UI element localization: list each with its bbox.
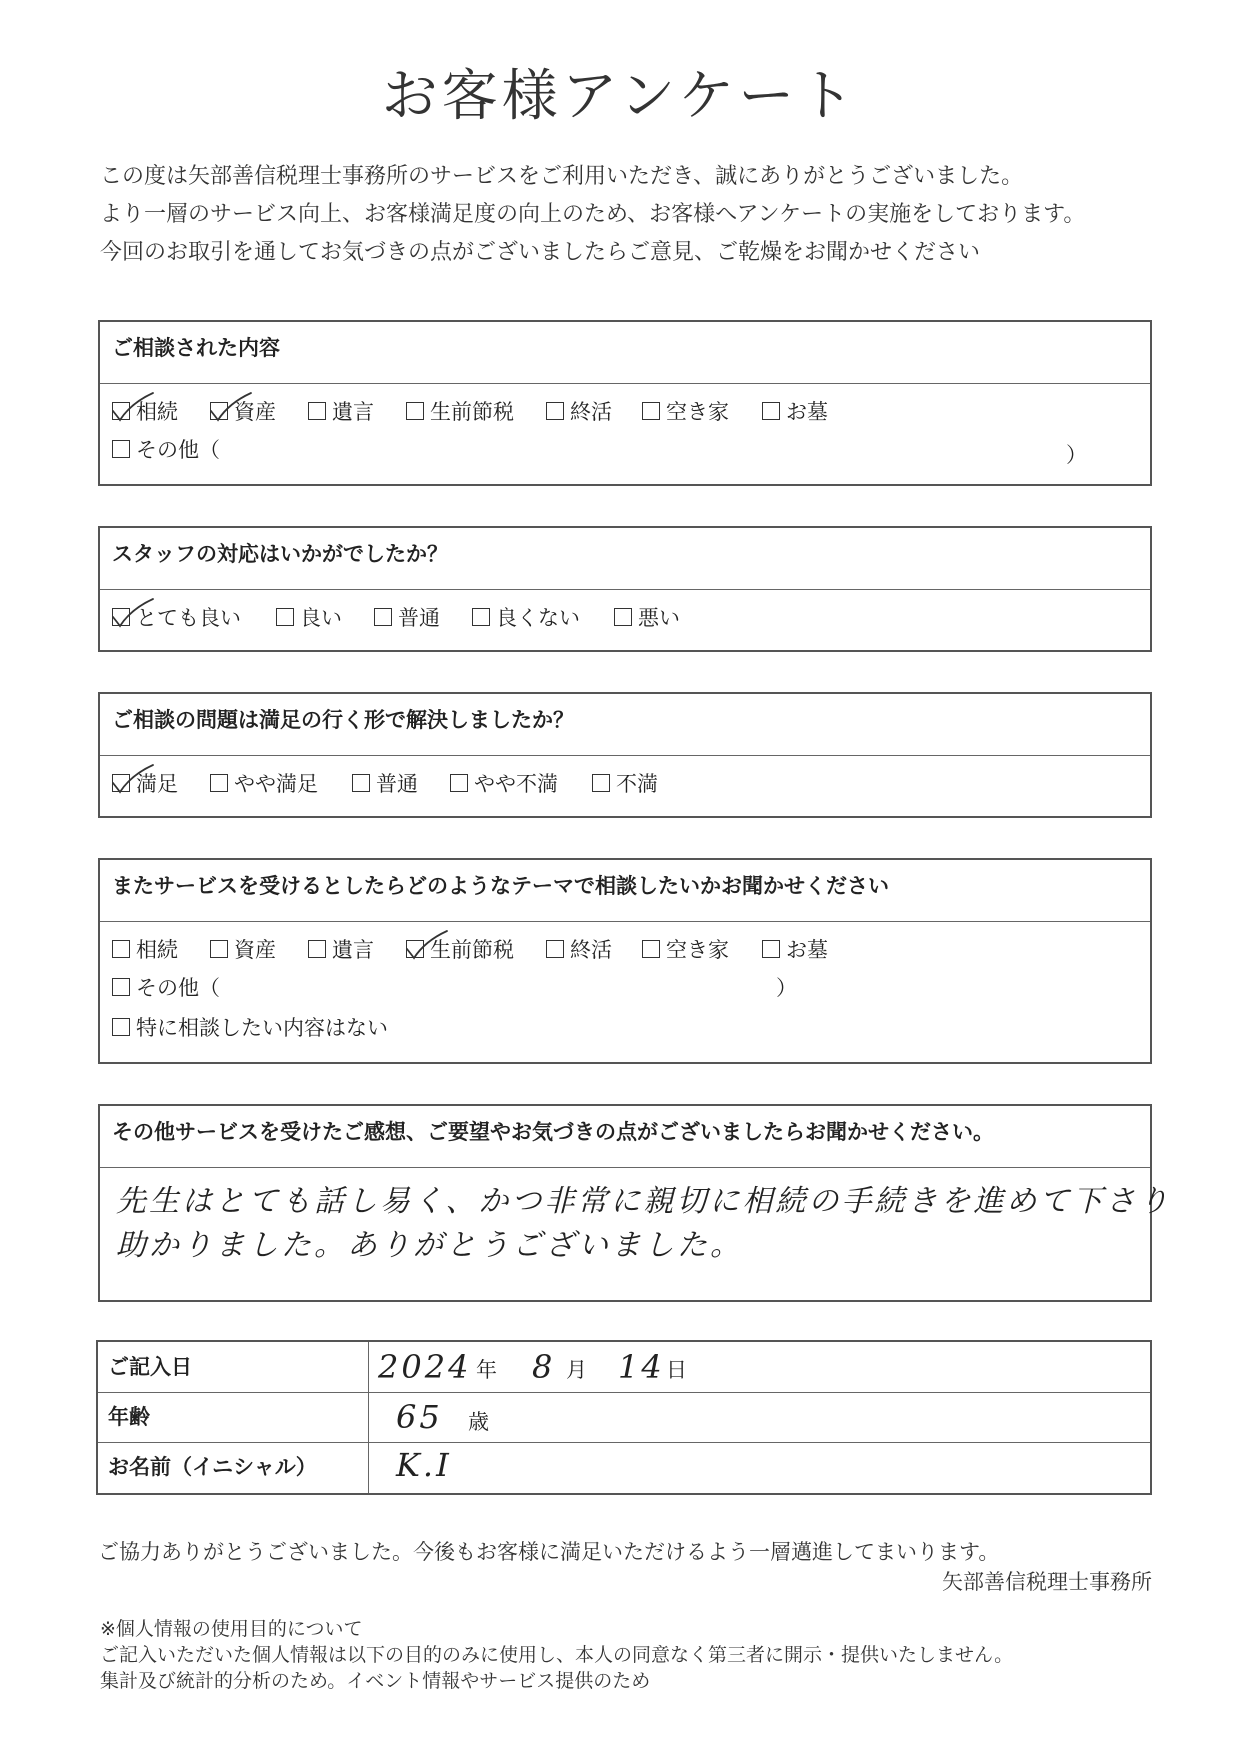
option-sozoku[interactable] (112, 396, 178, 426)
privacy-line: ご記入いただいた個人情報は以下の目的のみに使用し、本人の同意なく第三者に開示・提供いたしません。 (100, 1644, 1014, 1666)
handwritten-comment-line: 先生はとても話し易く、かつ非常に親切に相続の手続きを進めて下さり (116, 1184, 1172, 1219)
option-somewhat-satisfied[interactable] (210, 768, 318, 798)
intro-line: この度は矢部善信税理士事務所のサービスをご利用いただき、誠にありがとうございました。 (100, 164, 1024, 189)
option-label: 良くない (496, 606, 580, 630)
option-label: 生前節税 (430, 938, 514, 962)
option-label: 遺言 (332, 400, 374, 424)
other-close-paren: ） (776, 976, 797, 1000)
age-row (98, 1392, 1150, 1443)
option-ohaka[interactable] (762, 934, 828, 964)
day-unit: 日 (666, 1358, 687, 1382)
option-label: 遺言 (332, 938, 374, 962)
option-somewhat-dissatisfied[interactable] (450, 768, 558, 798)
intro-line: より一層のサービス向上、お客様満足度の向上のため、お客様へアンケートの実施をしております。 (100, 202, 1086, 227)
option-akiya[interactable] (642, 396, 729, 426)
section-consultation-content (98, 320, 1152, 486)
checkbox[interactable] (112, 608, 130, 626)
option-label: 生前節税 (430, 400, 514, 424)
checkbox[interactable] (450, 774, 468, 792)
option-label: 普通 (398, 606, 440, 630)
option-label: お墓 (786, 400, 828, 424)
office-name: 矢部善信税理士事務所 (942, 1570, 1152, 1594)
checkbox[interactable] (546, 940, 564, 958)
option-label: その他（ (136, 438, 220, 462)
checkbox[interactable] (112, 978, 130, 996)
option-label: 資産 (234, 400, 276, 424)
checkbox[interactable] (546, 402, 564, 420)
date-label: ご記入日 (108, 1355, 192, 1379)
checkbox[interactable] (352, 774, 370, 792)
option-not-good[interactable] (472, 602, 580, 632)
section-comments (98, 1104, 1172, 1302)
checkbox[interactable] (112, 1018, 130, 1036)
option-label: 終活 (570, 400, 612, 424)
option-yuigon[interactable] (308, 396, 374, 426)
name-row (98, 1442, 1150, 1492)
year-value[interactable]: 2024 (378, 1348, 472, 1386)
option-label: 特に相談したい内容はない (136, 1016, 388, 1040)
other-close-paren: ） (1066, 443, 1087, 467)
section-heading: その他サービスを受けたご感想、ご要望やお気づきの点がございましたらお聞かせください。 (100, 1106, 1150, 1168)
handwritten-comment-line: 助かりました。ありがとうございました。 (116, 1228, 743, 1263)
checkbox[interactable] (308, 402, 326, 420)
month-unit: 月 (566, 1358, 587, 1382)
checkbox[interactable] (472, 608, 490, 626)
year-unit: 年 (476, 1358, 497, 1382)
name-value[interactable]: K.I (396, 1446, 452, 1484)
age-value[interactable]: 65 (396, 1398, 443, 1436)
option-label: 相続 (136, 938, 178, 962)
thanks-message: ご協力ありがとうございました。今後もお客様に満足いただけるよう一層邁進してまいります。 (98, 1540, 1000, 1564)
option-ohaka[interactable] (762, 396, 828, 426)
intro-line: 今回のお取引を通してお気づきの点がございましたらご意見、ご乾燥をお聞かせください (100, 240, 981, 265)
date-row (98, 1342, 1150, 1393)
privacy-line: 集計及び統計的分析のため。イベント情報やサービス提供のため (100, 1670, 651, 1692)
intro-text (100, 158, 1085, 272)
section-heading: またサービスを受けるとしたらどのようなテーマで相談したいかお聞かせください (100, 860, 1150, 922)
checkbox[interactable] (308, 940, 326, 958)
checkbox[interactable] (762, 402, 780, 420)
checkbox[interactable] (642, 402, 660, 420)
day-value[interactable]: 14 (618, 1348, 665, 1386)
option-label: その他（ (136, 976, 220, 1000)
page-title: お客様アンケート (381, 64, 859, 129)
option-shukatsu[interactable] (546, 396, 612, 426)
check-mark-icon (109, 761, 155, 797)
checkbox[interactable] (642, 940, 660, 958)
option-label: 普通 (376, 772, 418, 796)
option-label: やや満足 (234, 772, 318, 796)
option-shisan[interactable] (210, 396, 276, 426)
section-heading: ご相談された内容 (100, 322, 1150, 384)
checkbox[interactable] (592, 774, 610, 792)
option-normal[interactable] (374, 602, 440, 632)
check-mark-icon (207, 389, 253, 425)
option-shisan[interactable] (210, 934, 276, 964)
month-value[interactable]: 8 (532, 1348, 556, 1386)
checkbox[interactable] (112, 774, 130, 792)
option-label: 終活 (570, 938, 612, 962)
section-heading: スタッフの対応はいかがでしたか？ (100, 528, 1150, 590)
option-label: やや不満 (474, 772, 558, 796)
age-label: 年齢 (108, 1405, 150, 1429)
check-mark-icon (403, 927, 449, 963)
option-akiya[interactable] (642, 934, 729, 964)
section-resolution (98, 692, 1152, 818)
respondent-info-table (96, 1340, 1152, 1495)
option-label: 悪い (638, 606, 680, 630)
name-label: お名前（イニシャル） (108, 1455, 317, 1479)
option-label: 相続 (136, 400, 178, 424)
option-yuigon[interactable] (308, 934, 374, 964)
checkbox[interactable] (406, 402, 424, 420)
option-label: 資産 (234, 938, 276, 962)
option-label: 空き家 (666, 400, 729, 424)
checkbox[interactable] (374, 608, 392, 626)
option-dissatisfied[interactable] (592, 768, 658, 798)
section-staff-response (98, 526, 1152, 652)
option-bad[interactable] (614, 602, 680, 632)
option-good[interactable] (276, 602, 342, 632)
option-other[interactable] (112, 972, 220, 1002)
checkbox[interactable] (210, 940, 228, 958)
checkbox[interactable] (210, 402, 228, 420)
option-very-good[interactable] (112, 602, 241, 632)
option-seizen-setsuzei[interactable] (406, 934, 514, 964)
checkbox[interactable] (112, 440, 130, 458)
option-sozoku[interactable] (112, 934, 178, 964)
checkbox[interactable] (406, 940, 424, 958)
option-seizen-setsuzei[interactable] (406, 396, 514, 426)
option-label: 良い (300, 606, 342, 630)
checkbox[interactable] (762, 940, 780, 958)
option-label: とても良い (136, 606, 241, 630)
section-future-theme (98, 858, 1152, 1064)
option-label: 不満 (616, 772, 658, 796)
option-normal[interactable] (352, 768, 418, 798)
option-no-topic[interactable] (112, 1012, 388, 1042)
option-shukatsu[interactable] (546, 934, 612, 964)
checkbox[interactable] (112, 402, 130, 420)
option-label: 空き家 (666, 938, 729, 962)
option-label: 満足 (136, 772, 178, 796)
section-heading: ご相談の問題は満足の行く形で解決しましたか？ (100, 694, 1150, 756)
check-mark-icon (109, 389, 155, 425)
checkbox[interactable] (614, 608, 632, 626)
checkbox[interactable] (210, 774, 228, 792)
age-unit: 歳 (468, 1410, 489, 1434)
option-label: お墓 (786, 938, 828, 962)
checkbox[interactable] (112, 940, 130, 958)
privacy-heading: ※個人情報の使用目的について (100, 1618, 363, 1640)
option-satisfied[interactable] (112, 768, 178, 798)
checkbox[interactable] (276, 608, 294, 626)
check-mark-icon (109, 595, 155, 631)
option-other[interactable] (112, 434, 220, 464)
